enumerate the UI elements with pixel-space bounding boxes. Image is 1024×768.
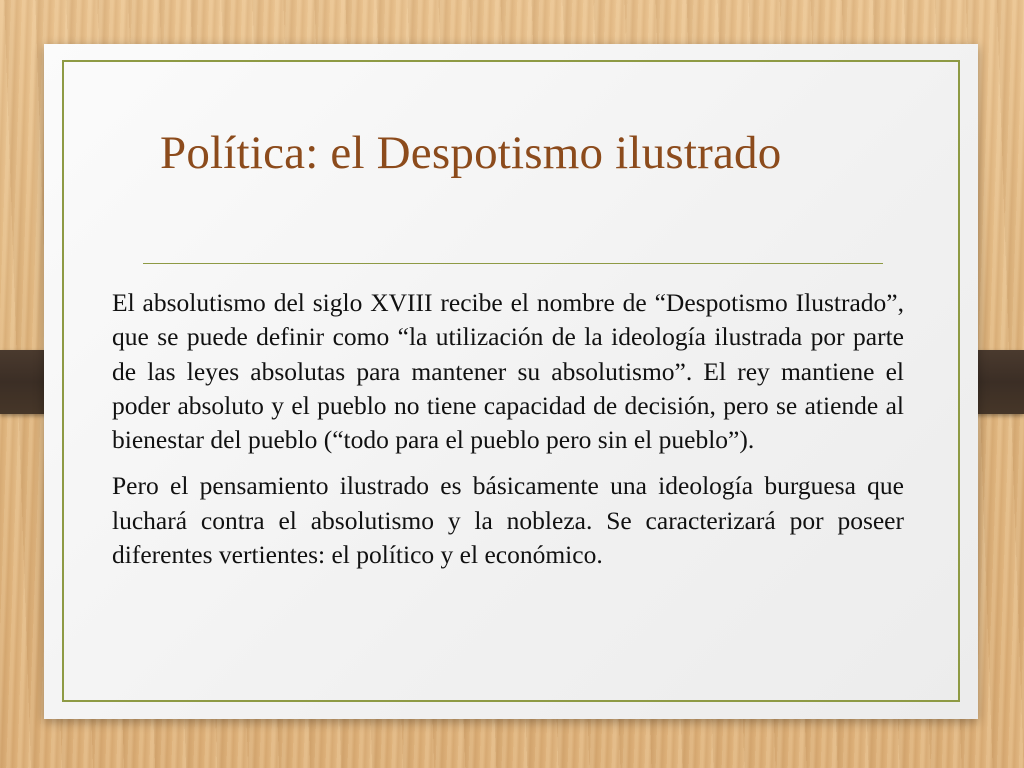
slide-title: Política: el Despotismo ilustrado <box>160 127 782 179</box>
slide-body <box>112 286 904 572</box>
body-paragraph-1: El absolutismo del siglo XVIII recibe el nombre de “Despotismo Ilustrado”, que se puede definir como “la utilización de la ideología ilustrada por parte de las leyes absolutas para mantener su absolutismo”. El rey mantiene el poder absoluto y el pueblo no tiene capacidad de decisión, pero se atiende al bienestar del pueblo (“todo para el pueblo pero sin el pueblo”). <box>112 288 904 455</box>
title-divider <box>143 263 883 264</box>
body-paragraph-2: Pero el pensamiento ilustrado es básicamente una ideología burguesa que luchará contra el absolutismo y la nobleza. Se caracterizará por poseer diferentes vertientes: el político y el económico. <box>112 471 904 570</box>
